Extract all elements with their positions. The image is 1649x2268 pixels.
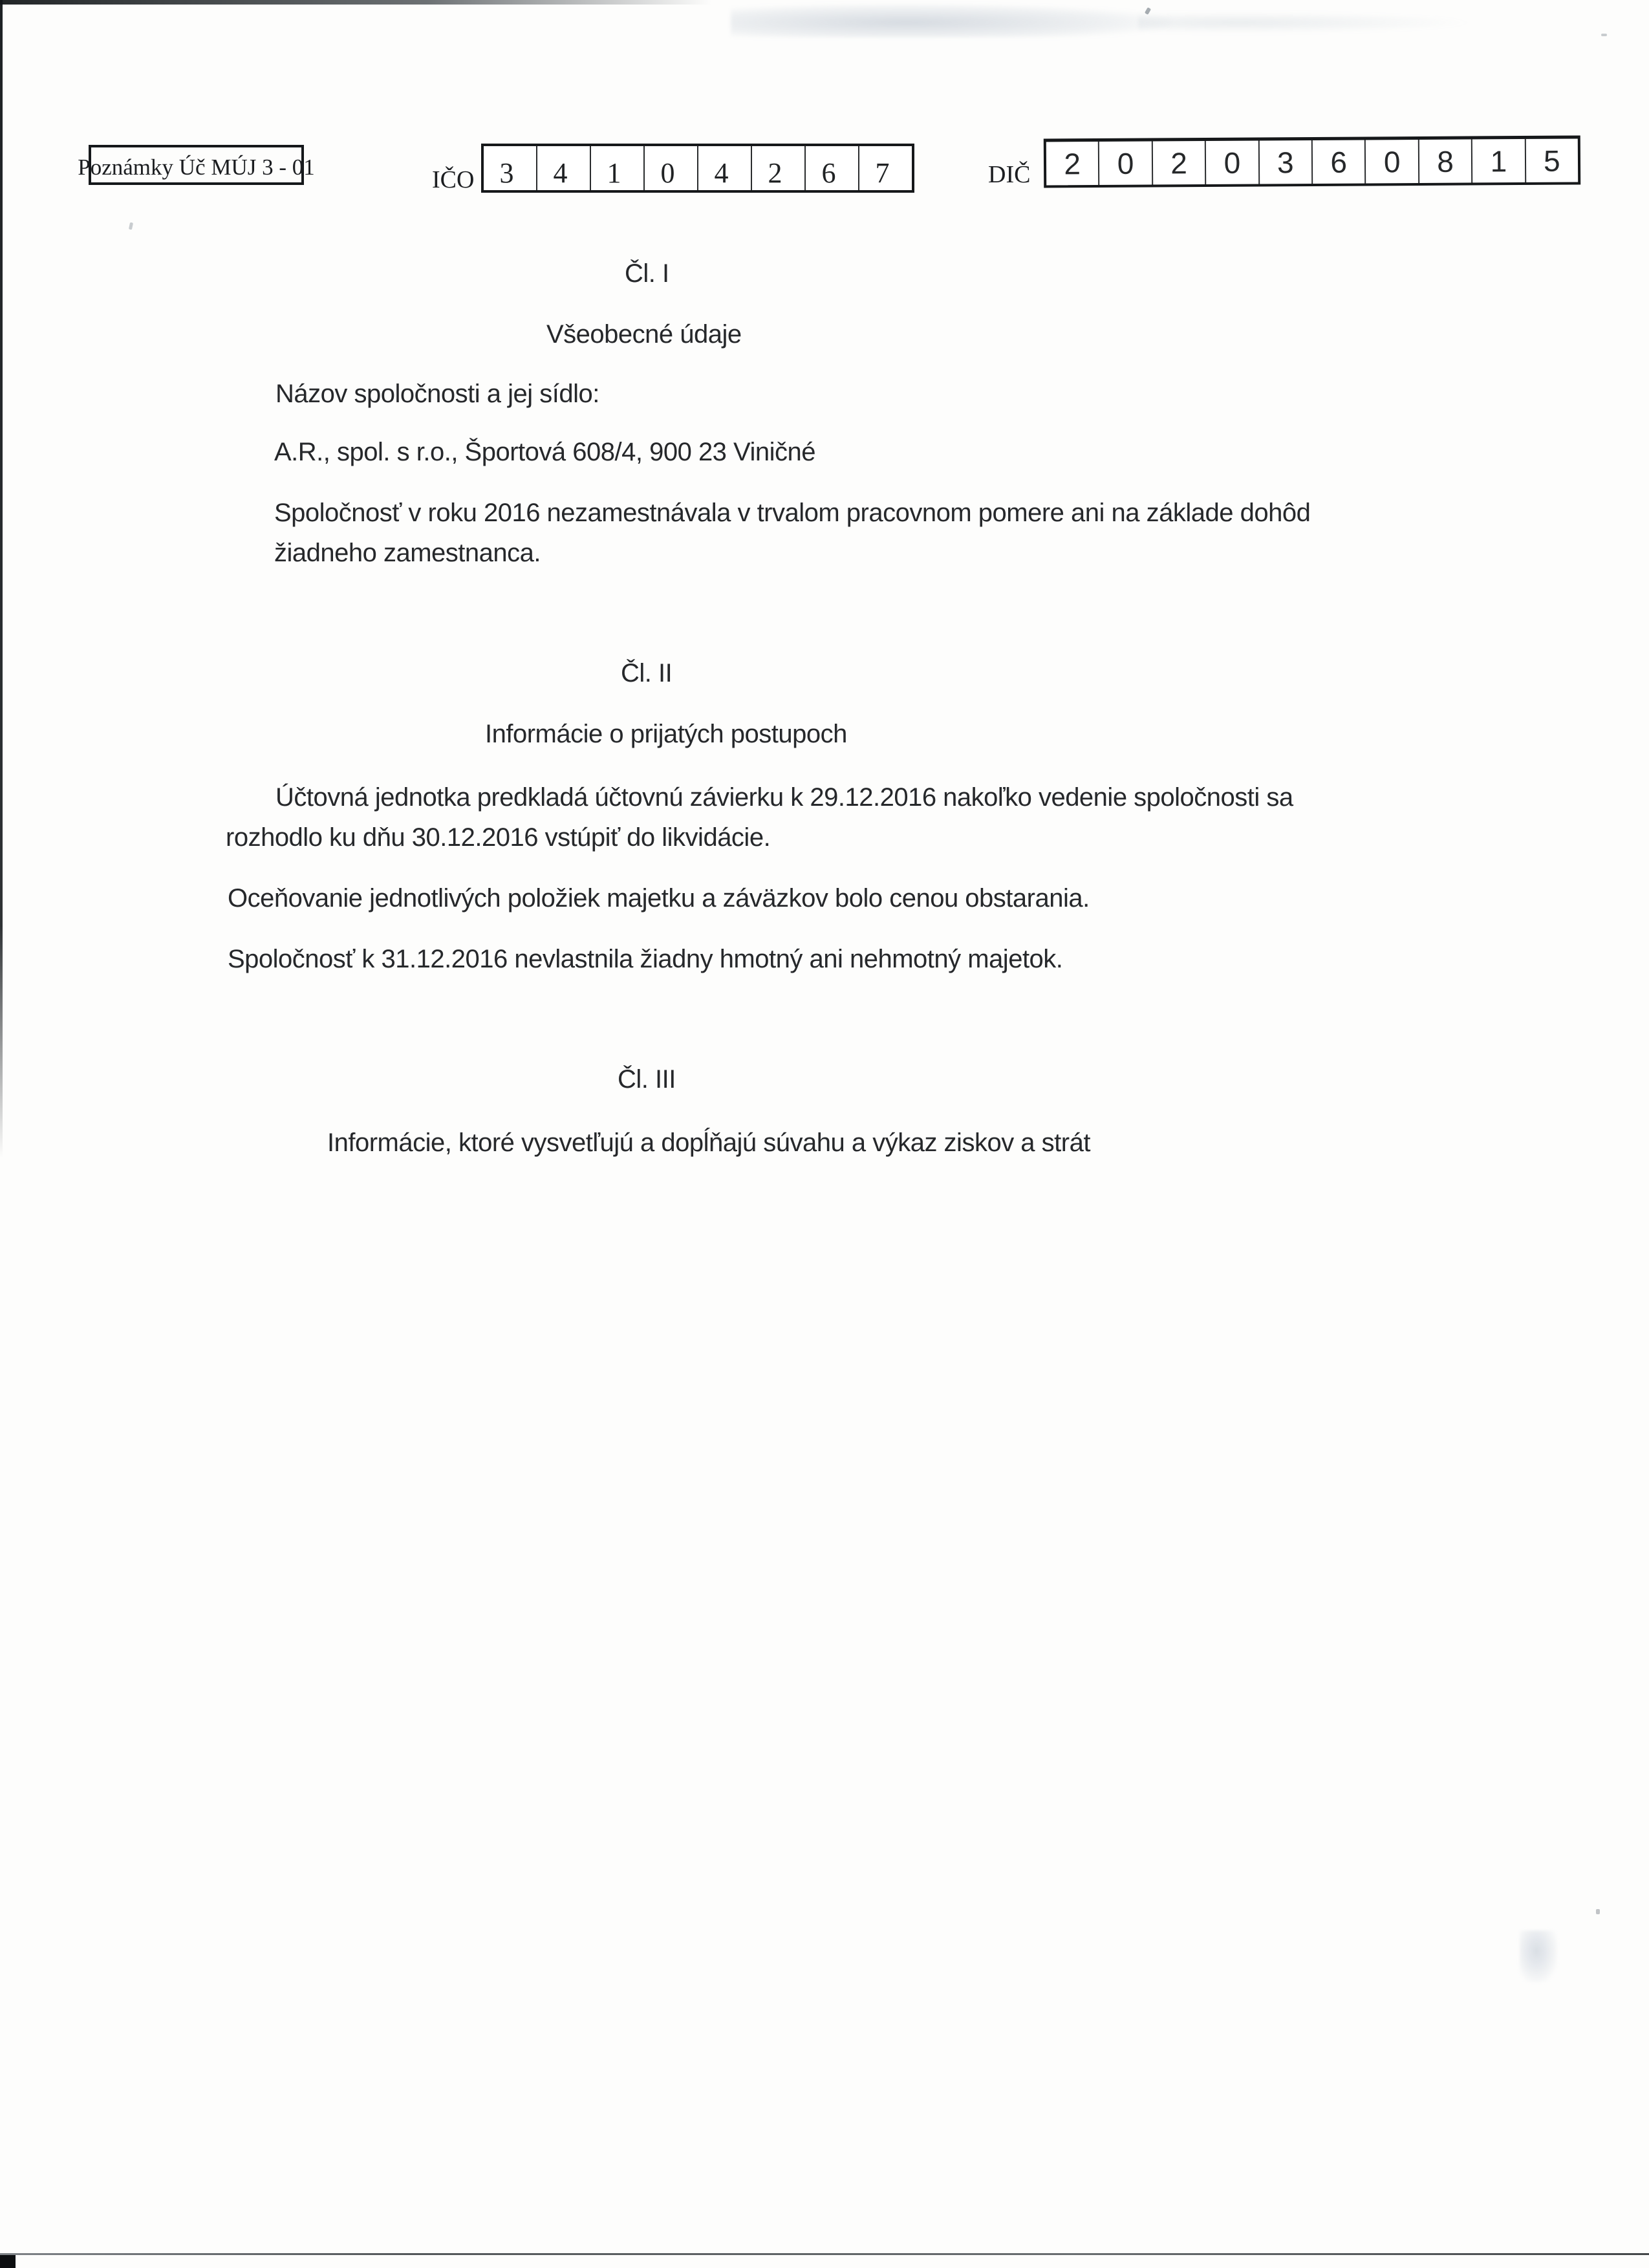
ico-digit-cell bbox=[751, 146, 804, 190]
dic-digit: 3 bbox=[1277, 145, 1294, 179]
article2-heading: Čl. II bbox=[621, 659, 673, 687]
dic-digit: 1 bbox=[1490, 144, 1507, 178]
ico-digit: 1 bbox=[607, 157, 621, 189]
dic-label: DIČ bbox=[988, 161, 1031, 188]
article1-paragraph-line: Názov spoločnosti a jej sídlo: bbox=[275, 380, 599, 408]
scan-speck bbox=[1596, 1909, 1600, 1914]
dic-digit-cell bbox=[1471, 139, 1525, 183]
dic-digit: 0 bbox=[1383, 144, 1401, 178]
article2-paragraph-line: Účtovná jednotka predkladá účtovnú závierku k 29.12.2016 nakoľko vedenie spoločnosti sa bbox=[275, 783, 1293, 812]
scan-speck bbox=[129, 222, 133, 230]
ico-digit-cell bbox=[643, 146, 697, 190]
ico-digit-cell bbox=[590, 146, 643, 190]
form-code-box bbox=[78, 145, 315, 185]
ico-digit-cell bbox=[484, 146, 536, 190]
dic-digit-cell bbox=[1311, 140, 1365, 184]
scan-left-edge-artifact bbox=[0, 0, 3, 1158]
ico-digit: 4 bbox=[553, 157, 568, 189]
article2-paragraph-line: rozhodlo ku dňu 30.12.2016 vstúpiť do likvidácie. bbox=[226, 823, 771, 852]
ico-digit: 4 bbox=[714, 157, 729, 189]
article2-paragraph-line: Spoločnosť k 31.12.2016 nevlastnila žiadny hmotný ani nehmotný majetok. bbox=[228, 945, 1063, 973]
scan-bottom-edge-artifact bbox=[0, 2253, 1649, 2255]
ico-digit: 7 bbox=[875, 157, 890, 189]
article1-paragraph-line: Spoločnosť v roku 2016 nezamestnávala v trvalom pracovnom pomere ani na základe dohôd bbox=[274, 499, 1311, 527]
dic-digit-cell bbox=[1364, 140, 1418, 184]
article3-subheading: Informácie, ktoré vysvetľujú a dopĺňajú súvahu a výkaz ziskov a strát bbox=[327, 1129, 1090, 1157]
dic-digit: 8 bbox=[1437, 144, 1454, 178]
scan-bottom-corner-artifact bbox=[0, 2255, 16, 2268]
ico-digit-cell bbox=[804, 146, 858, 190]
dic-digit: 6 bbox=[1330, 145, 1348, 179]
dic-digit: 5 bbox=[1543, 144, 1560, 178]
ico-digit: 3 bbox=[499, 157, 514, 189]
dic-digit-cell bbox=[1524, 138, 1578, 182]
dic-digit: 2 bbox=[1064, 146, 1081, 180]
ico-digit: 0 bbox=[660, 157, 675, 189]
dic-digit: 0 bbox=[1223, 146, 1241, 180]
dic-digit: 2 bbox=[1170, 146, 1187, 180]
scan-ghost-text-smudge bbox=[731, 4, 1170, 38]
dic-digit: 0 bbox=[1117, 146, 1134, 180]
dic-digit-cell bbox=[1152, 141, 1205, 185]
article2-paragraph-line: Oceňovanie jednotlivých položiek majetku a záväzkov bolo cenou obstarania. bbox=[228, 884, 1090, 913]
scan-top-edge-artifact bbox=[0, 0, 711, 5]
ico-digit: 6 bbox=[821, 157, 836, 189]
form-code-label: Poznámky Úč MÚJ 3 - 01 bbox=[78, 155, 315, 180]
article1-paragraph-line: A.R., spol. s r.o., Športová 608/4, 900 23 Viničné bbox=[274, 438, 816, 466]
scan-ghost-text-smudge bbox=[1138, 12, 1474, 34]
article1-subheading: Všeobecné údaje bbox=[546, 320, 742, 349]
dic-digit-cell bbox=[1205, 141, 1258, 185]
article1-heading: Čl. I bbox=[625, 259, 669, 288]
scan-speck bbox=[1601, 34, 1607, 36]
dic-digit-cell bbox=[1098, 142, 1152, 186]
scan-smudge bbox=[1520, 1930, 1557, 1982]
ico-label: IČO bbox=[432, 166, 475, 193]
dic-digit-cell bbox=[1046, 142, 1099, 185]
ico-digit: 2 bbox=[768, 157, 782, 189]
ico-digit-cell bbox=[536, 146, 590, 190]
dic-digit-cell bbox=[1418, 139, 1472, 183]
ico-digit-cell bbox=[697, 146, 751, 190]
dic-digit-table bbox=[1044, 135, 1580, 188]
ico-digit-table bbox=[481, 144, 914, 193]
dic-digit-cell bbox=[1258, 140, 1311, 184]
article1-paragraph-line: žiadneho zamestnanca. bbox=[274, 539, 541, 567]
article2-subheading: Informácie o prijatých postupoch bbox=[485, 720, 847, 748]
article3-heading: Čl. III bbox=[618, 1065, 676, 1094]
ico-digit-cell bbox=[858, 146, 912, 190]
